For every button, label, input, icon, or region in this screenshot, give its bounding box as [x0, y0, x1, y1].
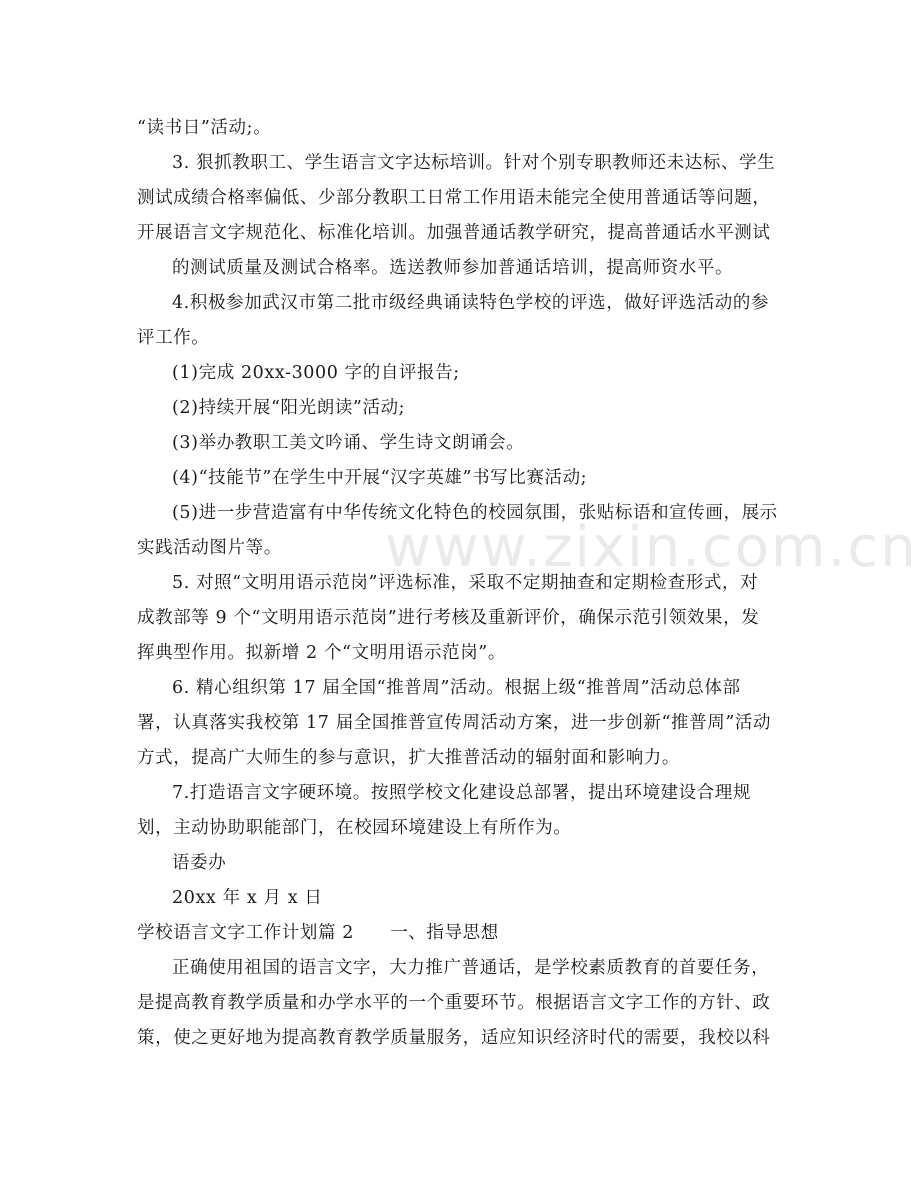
text-line: 7.打造语言文字硬环境。按照学校文化建设总部署，提出环境建设合理规 [172, 783, 751, 803]
text-line: 实践活动图片等。 [137, 538, 282, 558]
text-line: 正确使用祖国的语言文字，大力推广普通话，是学校素质教育的首要任务， [172, 958, 770, 978]
text-line: 6. 精心组织第 17 届全国“推普周”活动。根据上级“推普周”活动总体部 [172, 678, 741, 698]
text-line: 3. 狠抓教职工、学生语言文字达标培训。针对个别专职教师还未达标、学生 [172, 153, 776, 173]
section-heading: 学校语言文字工作计划篇 2 一、指导思想 [137, 923, 499, 943]
text-line: 开展语言文字规范化、标准化培训。加强普通话教学研究，提高普通话水平测试 [137, 223, 771, 243]
text-line: 成教部等 9 个“文明用语示范岗”进行考核及重新评价，确保示范引领效果，发 [137, 608, 760, 628]
signature-dept: 语委办 [172, 853, 227, 873]
text-line: 署，认真落实我校第 17 届全国推普宣传周活动方案，进一步创新“推普周”活动 [137, 713, 772, 733]
text-line: (4)“技能节”在学生中开展“汉字英雄”书写比赛活动; [172, 468, 588, 488]
text-line: 测试成绩合格率偏低、少部分教职工日常工作用语未能完全使用普通话等问题， [137, 188, 771, 208]
text-line: 划，主动协助职能部门，在校园环境建设上有所作为。 [137, 818, 572, 838]
text-line: 挥典型作用。拟新增 2 个“文明用语示范岗”。 [137, 643, 506, 663]
text-line: (5)进一步营造富有中华传统文化特色的校园氛围，张贴标语和宣传画，展示 [172, 503, 778, 523]
text-line: (3)举办教职工美文吟诵、学生诗文朗诵会。 [172, 433, 525, 453]
text-line: (1)完成 20xx-3000 字的自评报告; [172, 363, 460, 383]
text-line: 方式，提高广大师生的参与意识，扩大推普活动的辐射面和影响力。 [137, 748, 680, 768]
text-line: 策，使之更好地为提高教育教学质量服务，适应知识经济时代的需要，我校以科 [137, 1028, 771, 1048]
text-line: 是提高教育教学质量和办学水平的一个重要环节。根据语言文字工作的方针、政 [137, 993, 771, 1013]
text-line: 的测试质量及测试合格率。选送教师参加普通话培训，提高师资水平。 [172, 258, 734, 278]
text-line: 4.积极参加武汉市第二批市级经典诵读特色学校的评选，做好评选活动的参 [172, 293, 770, 313]
text-line: 5. 对照“文明用语示范岗”评选标准，采取不定期抽查和定期检查形式，对 [172, 573, 759, 593]
text-line: “读书日”活动;。 [137, 118, 272, 138]
signature-date: 20xx 年 x 月 x 日 [172, 888, 323, 908]
watermark: www.zixin.com.cn [385, 515, 918, 580]
text-line: (2)持续开展“阳光朗读”活动; [172, 398, 406, 418]
text-line: 评工作。 [137, 328, 210, 348]
